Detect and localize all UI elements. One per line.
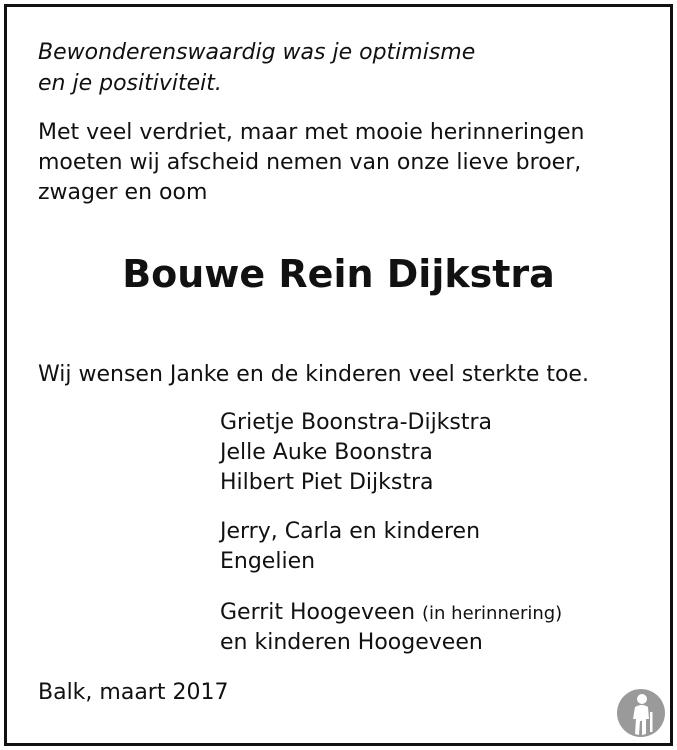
intro-line-3: zwager en oom [38, 180, 208, 205]
intro-line-2: moeten wij afscheid nemen van onze lieve broer, [38, 150, 582, 175]
signatory-name: Hilbert Piet Dijkstra [220, 470, 434, 495]
place-date: Balk, maart 2017 [38, 680, 229, 705]
memorial-figure-icon [616, 688, 666, 738]
signatory-name: Engelien [220, 549, 316, 574]
quote-line-2: en je positiviteit. [38, 71, 222, 96]
signatory-name-with-note [220, 598, 562, 629]
signatory-name: Grietje Boonstra-Dijkstra [220, 410, 493, 435]
deceased-name: Bouwe Rein Dijkstra [122, 252, 555, 296]
signatory-name: Jelle Auke Boonstra [220, 440, 433, 465]
quote-line-1: Bewonderenswaardig was je optimisme [38, 40, 476, 65]
intro-line-1: Met veel verdriet, maar met mooie herinneringen [38, 120, 585, 145]
signatory-name: Jerry, Carla en kinderen [220, 519, 481, 544]
wish-text: Wij wensen Janke en de kinderen veel sterkte toe. [38, 362, 589, 387]
signatory-name: Gerrit Hoogeveen [220, 600, 416, 625]
signatory-note: (in herinnering) [422, 603, 563, 624]
signatory-name: en kinderen Hoogeveen [220, 630, 483, 655]
